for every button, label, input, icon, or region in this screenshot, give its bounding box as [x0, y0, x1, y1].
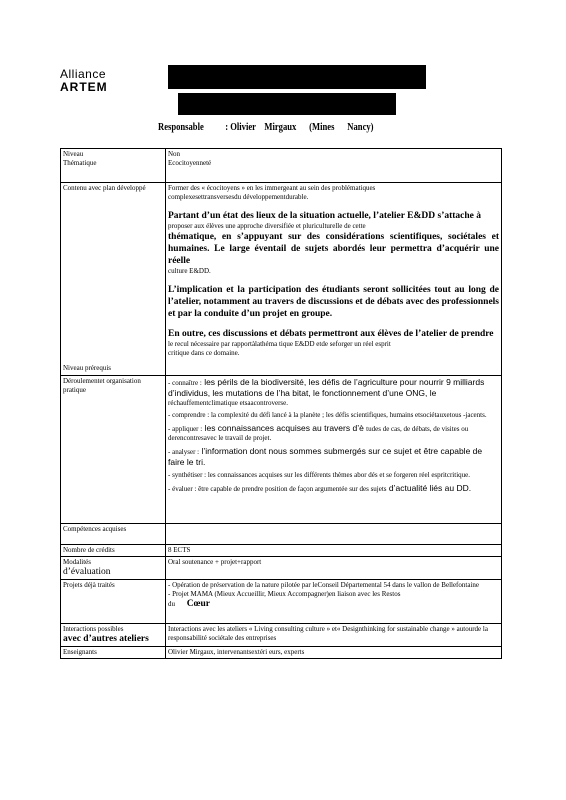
row-competences	[61, 524, 502, 545]
label-deroulement: Déroulementet organisation pratique	[63, 377, 141, 394]
row-niveau	[61, 149, 502, 183]
objective-item: - synthétiser : les connaissances acquises sur les différents thèmes abor dés et se forgeren réel espritcritique.	[168, 471, 471, 479]
row-projets	[61, 580, 502, 624]
row-ects	[61, 545, 502, 557]
label-projets: Projets déjà traités	[63, 581, 115, 589]
value-ects: 8 ECTS	[168, 546, 191, 554]
value-enseignants: Olivier Mirgaux, intervenantsextéri eurs, experts	[168, 648, 305, 656]
responsable-line: Responsable : Olivier Mirgaux (Mines Nancy)	[158, 121, 374, 133]
value-niveau: Non	[168, 150, 181, 158]
label-ects: Nombre de crédits	[63, 546, 115, 554]
label-competences: Compétences acquises	[63, 525, 127, 533]
contenu-intro-line-2: complexesettransversesdu développementdurable.	[168, 193, 309, 201]
row-modalites	[61, 557, 502, 580]
contenu-paragraph-1: Partant d’un état des lieux de la situation actuelle, l’atelier E&DD s’attache à proposer aux élèves une approche diversifiée et pluriculturelle de cette thématique, en s’appuyant sur des considérations scientifiques, sociétales et humaines. Le large éventail de sujets abordés leur permettra d’acquérir une réelle culture E&DD.	[168, 211, 499, 275]
logo-line-1: Alliance	[60, 67, 107, 81]
value-modalites: Oral soutenance + projet+rapport	[168, 558, 262, 566]
objective-item: - connaître : les périls de la biodiversité, les défis de l’agriculture pour nourrir 9 milliards d’individus, les mutations de l’ha bitat, le fonctionnement d’une ONG, le réchauffementclimatique etsaacontroverse.	[168, 377, 485, 407]
row-contenu	[61, 183, 502, 376]
label-contenu: Contenu avec plan développé	[63, 184, 146, 192]
contenu-intro-line-1: Former des « écocitoyens » en les immergeant au sein des problématiques	[168, 184, 376, 192]
course-table	[60, 148, 502, 659]
row-interactions	[61, 624, 502, 647]
logo-line-2: ARTEM	[60, 80, 108, 94]
contenu-paragraph-3: En outre, ces discussions et débats permettront aux élèves de l’atelier de prendre le recul nécessaire par rapportàlathéma tique E&DD etde seforger un réel esprit critique dans ce domaine.	[168, 329, 494, 357]
label-evaluation: d’évaluation	[63, 567, 111, 577]
objective-item: - comprendre : la complexité du défi lancé à la planète ; les défis scientifiques, humains etsociétauxetous -jacents.	[168, 411, 487, 419]
label-thematique: Thématique	[63, 159, 97, 167]
value-interactions: Interactions avec les ateliers « Living consulting culture » et« Designthinking for sustainable change » autourde la responsabilité sociétale des entreprises	[168, 625, 488, 642]
label-autres-ateliers: avec d’autres ateliers	[63, 634, 149, 644]
objective-item: - appliquer : les connaissances acquises au travers d’è tudes de cas, de débats, de visites ou derencontresavec le travail de projet.	[168, 423, 469, 442]
row-deroulement	[61, 376, 502, 524]
label-niveau-prerequis: Niveau prérequis	[63, 364, 112, 372]
label-enseignants: Enseignants	[63, 648, 97, 656]
row-enseignants	[61, 647, 502, 659]
alliance-artem-logo	[60, 68, 108, 94]
value-thematique: Ecocitoyenneté	[168, 159, 212, 167]
projet-item: - Projet MAMA (Mieux Accueillir, Mieux Accompagner)en liaison avec les Restos du Cœur	[168, 590, 401, 609]
redaction-bar-subtitle	[178, 93, 396, 115]
label-niveau: Niveau	[63, 150, 84, 158]
objective-item: - analyser : l’information dont nous sommes submergés sur ce sujet et être capable de faire le tri.	[168, 446, 483, 467]
contenu-paragraph-2: L’implication et la participation des étudiants seront sollicitées tout au long de l’atelier, notamment au travers de discussions et de débats avec des professionnels et par la conduite d’un projet en groupe.	[168, 285, 499, 319]
label-interactions: Interactions possibles	[63, 625, 124, 633]
objective-item: - évaluer : être capable de prendre position de façon argumentée sur des sujets d’actualité liés au DD.	[168, 483, 472, 493]
label-modalites: Modalités	[63, 558, 91, 566]
redaction-bar-title	[168, 65, 426, 89]
projet-item: - Opération de préservation de la nature pilotée par leConseil Départemental 54 dans le vallon de Bellefontaine	[168, 581, 479, 589]
